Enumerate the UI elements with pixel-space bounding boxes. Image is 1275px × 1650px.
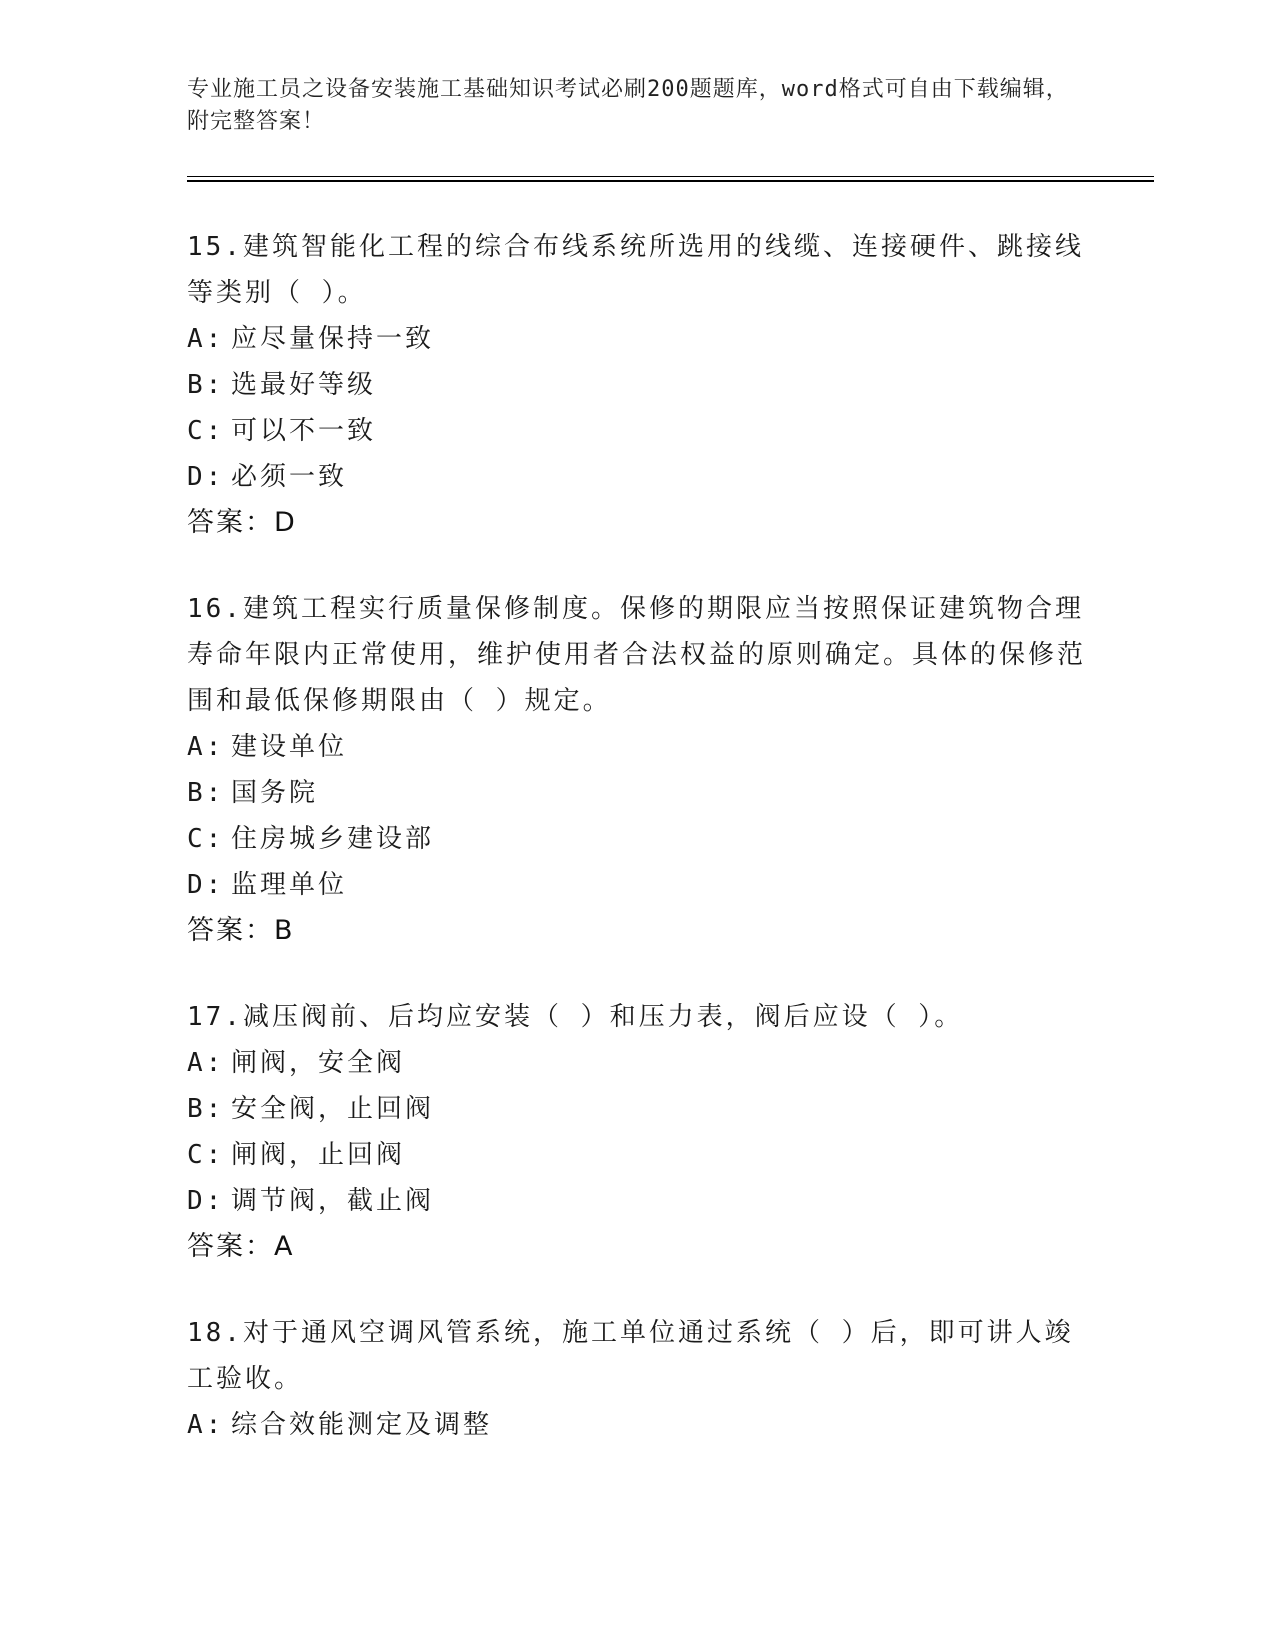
option-b	[187, 362, 1087, 408]
option-a	[187, 724, 1087, 770]
option-text: 国务院	[231, 778, 319, 808]
option-letter: C:	[187, 1140, 225, 1170]
header-divider-thick	[187, 180, 1154, 182]
question-number: 15.	[187, 232, 243, 262]
option-letter: C:	[187, 824, 225, 854]
option-c	[187, 816, 1087, 862]
option-d	[187, 862, 1087, 908]
option-letter: B:	[187, 370, 225, 400]
option-c	[187, 1132, 1087, 1178]
question-stem	[187, 586, 1087, 724]
option-d	[187, 1178, 1087, 1224]
header-divider-thin	[187, 176, 1154, 177]
option-text: 可以不一致	[231, 416, 377, 446]
option-text: 调节阀，截止阀	[231, 1186, 435, 1216]
option-text: 选最好等级	[231, 370, 377, 400]
question-stem	[187, 994, 1087, 1040]
document-header	[187, 74, 1087, 138]
option-text: 闸阀，安全阀	[231, 1048, 406, 1078]
option-text: 住房城乡建设部	[231, 824, 435, 854]
question-16	[187, 586, 1087, 954]
option-a	[187, 316, 1087, 362]
option-letter: B:	[187, 778, 225, 808]
option-a	[187, 1402, 1087, 1448]
option-text: 必须一致	[231, 462, 348, 492]
question-17	[187, 994, 1087, 1270]
question-text: 建筑工程实行质量保修制度。保修的期限应当按照保证建筑物合理寿命年限内正常使用，维护使用者合法权益的原则确定。具体的保修范围和最低保修期限由（ ）规定。	[187, 594, 1087, 716]
option-text: 安全阀，止回阀	[231, 1094, 435, 1124]
question-18	[187, 1310, 1087, 1448]
answer: 答案：D	[187, 507, 297, 538]
option-letter: C:	[187, 416, 225, 446]
option-text: 闸阀，止回阀	[231, 1140, 406, 1170]
option-letter: A:	[187, 1410, 225, 1440]
question-text: 对于通风空调风管系统，施工单位通过系统（ ）后，即可讲人竣工验收。	[187, 1318, 1074, 1394]
question-number: 17.	[187, 1002, 243, 1032]
question-stem	[187, 1310, 1087, 1402]
option-text: 综合效能测定及调整	[231, 1410, 493, 1440]
option-letter: B:	[187, 1094, 225, 1124]
answer: 答案：B	[187, 915, 295, 946]
option-text: 应尽量保持一致	[231, 324, 435, 354]
option-a	[187, 1040, 1087, 1086]
question-number: 16.	[187, 594, 243, 624]
question-stem	[187, 224, 1087, 316]
option-c	[187, 408, 1087, 454]
option-text: 监理单位	[231, 870, 348, 900]
option-letter: A:	[187, 324, 225, 354]
option-letter: D:	[187, 462, 225, 492]
answer: 答案：A	[187, 1231, 295, 1262]
header-text: 专业施工员之设备安装施工基础知识考试必刷200题题库，word格式可自由下载编辑，附完整答案！	[187, 77, 1069, 134]
option-b	[187, 1086, 1087, 1132]
option-letter: D:	[187, 1186, 225, 1216]
option-text: 建设单位	[231, 732, 348, 762]
option-letter: A:	[187, 1048, 225, 1078]
option-letter: D:	[187, 870, 225, 900]
option-d	[187, 454, 1087, 500]
option-letter: A:	[187, 732, 225, 762]
question-text: 减压阀前、后均应安装（ ）和压力表，阀后应设（ ）。	[242, 1002, 964, 1032]
option-b	[187, 770, 1087, 816]
question-15	[187, 224, 1087, 546]
question-text: 建筑智能化工程的综合布线系统所选用的线缆、连接硬件、跳接线等类别（ ）。	[187, 232, 1084, 308]
question-number: 18.	[187, 1318, 243, 1348]
